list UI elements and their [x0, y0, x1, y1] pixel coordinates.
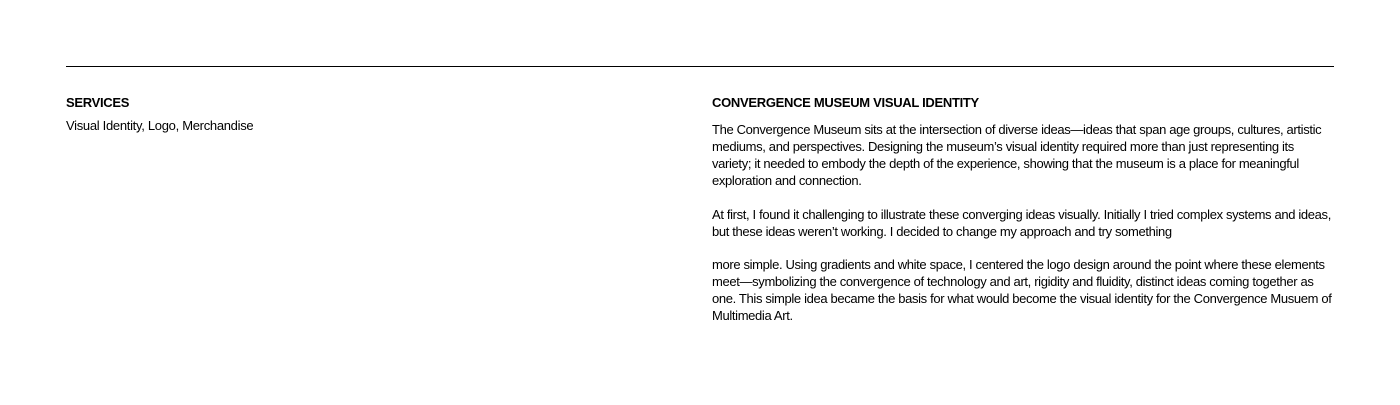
description-paragraph-3: more simple. Using gradients and white space, I centered the logo design around the point where these elements meet—symbolizing the convergence of technology and art, rigidity and fluidity, distinct ideas coming together as one. This simple idea became the basis for what would become the visual identity for the Convergence Musuem of Multimedia Art.: [712, 257, 1332, 323]
description-paragraph-2: At first, I found it challenging to illustrate these converging ideas visually. Initially I tried complex systems and ideas, but these ideas weren’t working. I decided to change my approach and try something: [712, 207, 1331, 239]
description-paragraph-1: The Convergence Museum sits at the intersection of diverse ideas—ideas that span age groups, cultures, artistic mediums, and perspectives. Designing the museum’s visual identity required more than just representing its variety; it needed to embody the depth of the experience, showing that the museum is a place for meaningful exploration and connection.: [712, 122, 1322, 188]
project-title: CONVERGENCE MUSEUM VISUAL IDENTITY: [712, 95, 979, 110]
divider-line: [66, 66, 1334, 67]
services-list: Visual Identity, Logo, Merchandise: [66, 118, 254, 133]
project-description-section: [712, 95, 1334, 324]
services-heading: SERVICES: [66, 95, 130, 110]
services-section: [66, 95, 626, 134]
